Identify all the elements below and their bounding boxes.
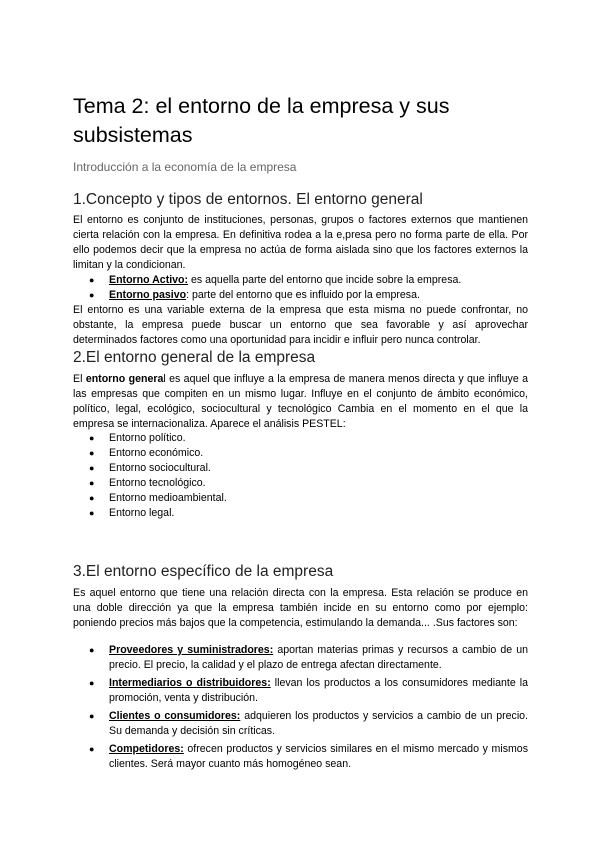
list-item: ● Entorno medioambiental. (89, 492, 227, 504)
section1-intro: El entorno es conjunto de instituciones, personas, grupos o factores externos que mantienen cierta relación con la empresa. En definitiva rodea a la e,presa pero no forma parte de ella. Por ello podemos decir que la empresa no actúa de forma aislada sino que los factores externos la limitan y la condicionan. (73, 214, 528, 271)
document-title: Tema 2: el entorno de la empresa y sus subsistemas (73, 94, 450, 147)
list-item: ● Entorno tecnológico. (89, 477, 206, 489)
section1-closing: El entorno es una variable externa de la empresa que esta misma no puede confrontar, no obstante, la empresa puede buscar un entorno que sea favorable y así aprovechar determinados factores como una oportunidad para incidir e influir pero nunca controlar. (73, 304, 528, 346)
item-term: Competidores: (109, 743, 184, 755)
bullet-icon: ● (89, 678, 95, 688)
list-item: ● Entorno sociocultural. (89, 462, 211, 474)
list-item: ● Entorno legal. (89, 507, 175, 519)
section2-intro: El entorno general es aquel que influye a la empresa de manera menos directa y que influye a las empresas que compiten en un mismo lugar. Influye en el conjunto de ámbito económico, político, legal, ecológico, sociocultural y tecnológico Cambia en el momento en el que la empresa se internacionaliza. Aparece el análisis PESTEL: (73, 373, 528, 430)
bullet-icon: ● (89, 744, 95, 754)
item-text: ofrecen productos y servicios similares en el mismo mercado y mismos clientes. Será mayor cuanto más homogéneo sean. (109, 743, 528, 770)
section3-heading: 3.El entorno específico de la empresa (73, 563, 334, 580)
bold-term: entorno genera (85, 373, 164, 385)
bullet-icon: ● (89, 448, 95, 458)
item-term: Proveedores y suministradores: (109, 644, 274, 656)
list-item (73, 643, 528, 673)
list-item (73, 288, 528, 303)
bullet-icon: ● (89, 645, 95, 655)
item-text: aportan materias primas y recursos a cambio de un precio. El precio, la calidad y el plazo de entrega afectan directamente. (109, 644, 528, 671)
section2-heading: 2.El entorno general de la empresa (73, 349, 316, 366)
bullet-icon: ● (89, 508, 95, 518)
bullet-icon: ● (89, 493, 95, 503)
section1-heading: 1.Concepto y tipos de entornos. El entorno general (73, 191, 423, 208)
item-text: es aquella parte del entorno que incide sobre la empresa. (188, 274, 462, 286)
section1-list (73, 273, 528, 303)
item-text: adquieren los productos y servicios a cambio de un precio. Su demanda y decisión sin críticas. (109, 710, 529, 737)
item-text: llevan los productos a los consumidores mediante la promoción, venta y distribución. (109, 677, 528, 704)
list-item (73, 709, 528, 739)
list-item (73, 676, 528, 706)
section2-list (73, 431, 528, 521)
bullet-icon: ● (89, 275, 95, 285)
list-item (73, 273, 528, 288)
list-item: ● Entorno político. (89, 432, 186, 444)
item-term: Entorno pasivo (109, 289, 187, 301)
section3-intro: Es aquel entorno que tiene una relación directa con la empresa. Esta relación se produce en una doble dirección ya que la empresa también incide en su entorno como por ejemplo: poniendo precios más bajos que la competencia, estimulando la demanda... .Sus factores son: (73, 587, 528, 629)
bullet-icon: ● (89, 478, 95, 488)
item-term: Entorno Activo: (109, 274, 189, 286)
list-item (73, 742, 528, 772)
bullet-icon: ● (89, 711, 95, 721)
section3-list (73, 643, 528, 775)
bullet-icon: ● (89, 433, 95, 443)
list-item: ● Entorno económico. (89, 447, 204, 459)
item-term: Clientes o consumidores: (109, 710, 241, 722)
item-text: : parte del entorno que es influido por la empresa. (186, 289, 420, 301)
document-subtitle: Introducción a la economía de la empresa (73, 160, 297, 174)
bullet-icon: ● (89, 463, 95, 473)
item-term: Intermediarios o distribuidores: (109, 677, 271, 689)
bullet-icon: ● (89, 290, 95, 300)
